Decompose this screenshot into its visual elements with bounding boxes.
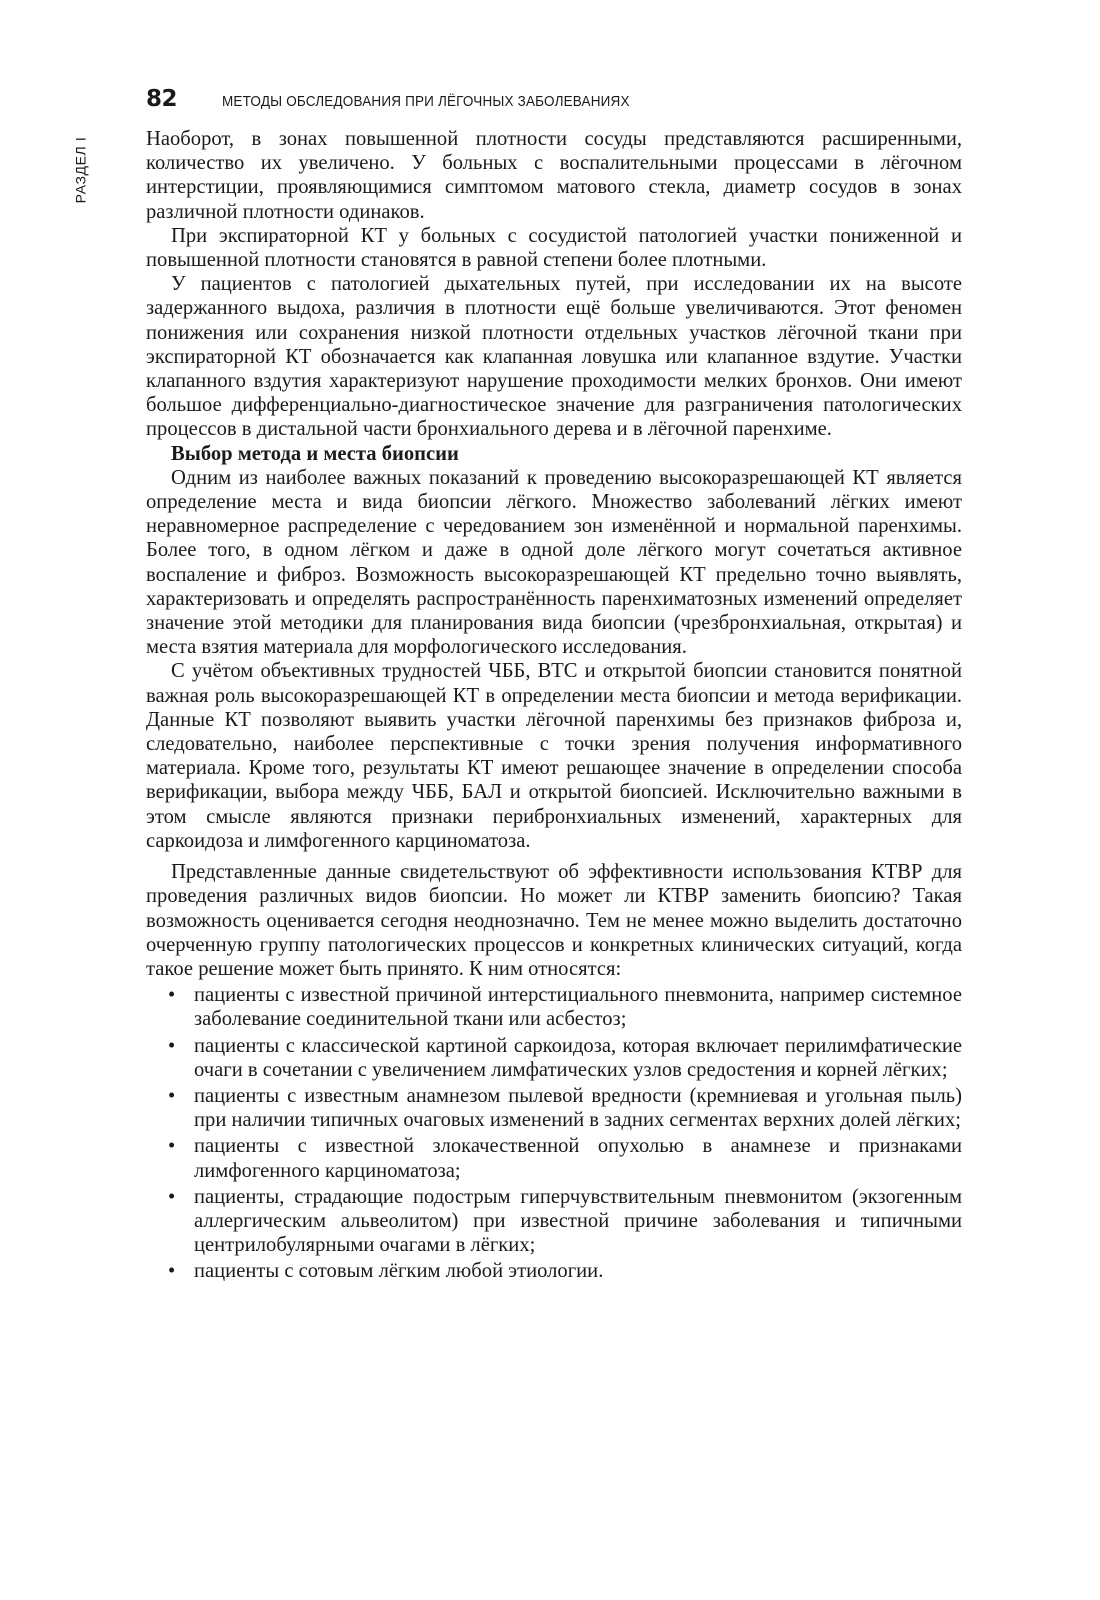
- section-heading: Выбор метода и места биопсии: [171, 442, 459, 465]
- list-item-text: пациенты с известной причиной интерстициального пневмонита, например системное заболевание соединительной ткани или асбестоз;: [194, 984, 962, 1031]
- bullet-icon: •: [168, 1084, 176, 1107]
- list-item: [146, 1185, 962, 1258]
- list-item: [146, 1134, 962, 1182]
- list-item: [146, 1259, 962, 1283]
- list-item: [146, 1084, 962, 1132]
- running-head: МЕТОДЫ ОБСЛЕДОВАНИЯ ПРИ ЛЁГОЧНЫХ ЗАБОЛЕВАНИЯХ: [222, 93, 630, 110]
- paragraph-2: При экспираторной КТ у больных с сосудистой патологией участки пониженной и повышенной плотности становятся в равной степени более плотными.: [146, 224, 962, 272]
- bullet-list: [146, 983, 962, 1283]
- page-body: [146, 127, 962, 1286]
- bullet-icon: •: [168, 1260, 176, 1283]
- list-item: [146, 983, 962, 1031]
- list-item-text: пациенты с известным анамнезом пылевой вредности (кремниевая и угольная пыль) при наличии типичных очаговых изменений в задних сегментах верхних долей лёгких;: [194, 1084, 962, 1132]
- page-number: 82: [146, 86, 178, 112]
- bullet-icon: •: [168, 1185, 176, 1208]
- bullet-icon: •: [168, 1135, 176, 1158]
- paragraph-5: С учётом объективных трудностей ЧББ, ВТС и открытой биопсии становится понятной важная роль высокоразрешающей КТ в определении места биопсии и метода верификации. Данные КТ позволяют выявить участки лёгочной паренхимы без признаков фиброза и, следовательно, наиболее перспективные с точки зрения получения информативного материала. Кроме того, результаты КТ имеют решающее значение в определении способа верификации, выбора между ЧББ, БАЛ и открытой биопсией. Исключительно важными в этом смысле являются признаки перибронхиальных изменений, характерных для саркоидоза и лимфогенного карциноматоза.: [146, 660, 962, 852]
- section-tab: [67, 133, 93, 207]
- list-item-text: пациенты с известной злокачественной опухолью в анамнезе и признаками лимфогенного карциноматоза;: [194, 1135, 962, 1182]
- section-tab-label: РАЗДЕЛ I: [72, 136, 88, 204]
- list-item-text: пациенты с классической картиной саркоидоза, которая включает перилимфатические очаги в сочетании с увеличением лимфатических узлов средостения и корней лёгких;: [194, 1034, 962, 1081]
- paragraph-3: У пациентов с патологией дыхательных путей, при исследовании их на высоте задержанного выдоха, различия в плотности ещё больше увеличиваются. Этот феномен понижения или сохранения низкой плотности отдельных участков лёгочной ткани при экспираторной КТ обозначается как клапанная ловушка или клапанное вздутие. Участки клапанного вздутия характеризуют нарушение проходимости мелких бронхов. Они имеют большое дифференциально-диагностическое значение для разграничения патологических процессов в дистальной части бронхиального дерева и в лёгочной паренхиме.: [146, 273, 962, 441]
- paragraph-4: Одним из наиболее важных показаний к проведению высокоразрешающей КТ является определение места и вида биопсии лёгкого. Множество заболеваний лёгких имеют неравномерное распределение с чередованием зон изменённой и нормальной паренхимы. Более того, в одном лёгком и даже в одной доле лёгкого могут сочетаться активное воспаление и фиброз. Возможность высокоразрешающей КТ предельно точно выявлять, характеризовать и определять распространённость паренхиматозных изменений определяет значение этой методики для планирования вида биопсии (чрезбронхиальная, открытая) и места взятия материала для морфологического исследования.: [146, 466, 962, 659]
- list-item-text: пациенты, страдающие подострым гиперчувствительным пневмонитом (экзогенным аллергическим альвеолитом) при известной причине заболевания и типичными центрилобулярными очагами в лёгких;: [194, 1185, 962, 1257]
- list-item-text: пациенты с сотовым лёгким любой этиологии.: [194, 1260, 604, 1283]
- paragraph-1: Наоборот, в зонах повышенной плотности сосуды представляются расширенными, количество их увеличено. У больных с воспалительными процессами в лёгочном интерстиции, проявляющимися симптомом матового стекла, диаметр сосудов в зонах различной плотности одинаков.: [146, 128, 962, 223]
- page-header: [146, 86, 976, 118]
- bullet-icon: •: [168, 984, 176, 1007]
- list-item: [146, 1034, 962, 1082]
- bullet-icon: •: [168, 1034, 176, 1057]
- paragraph-6: Представленные данные свидетельствуют об эффективности использования КТВР для проведения различных видов биопсии. Но может ли КТВР заменить биопсию? Такая возможность оценивается сегодня неоднозначно. Тем не менее можно выделить достаточно очерченную группу патологических процессов и конкретных клинических ситуаций, когда такое решение может быть принято. К ним относятся:: [146, 861, 962, 980]
